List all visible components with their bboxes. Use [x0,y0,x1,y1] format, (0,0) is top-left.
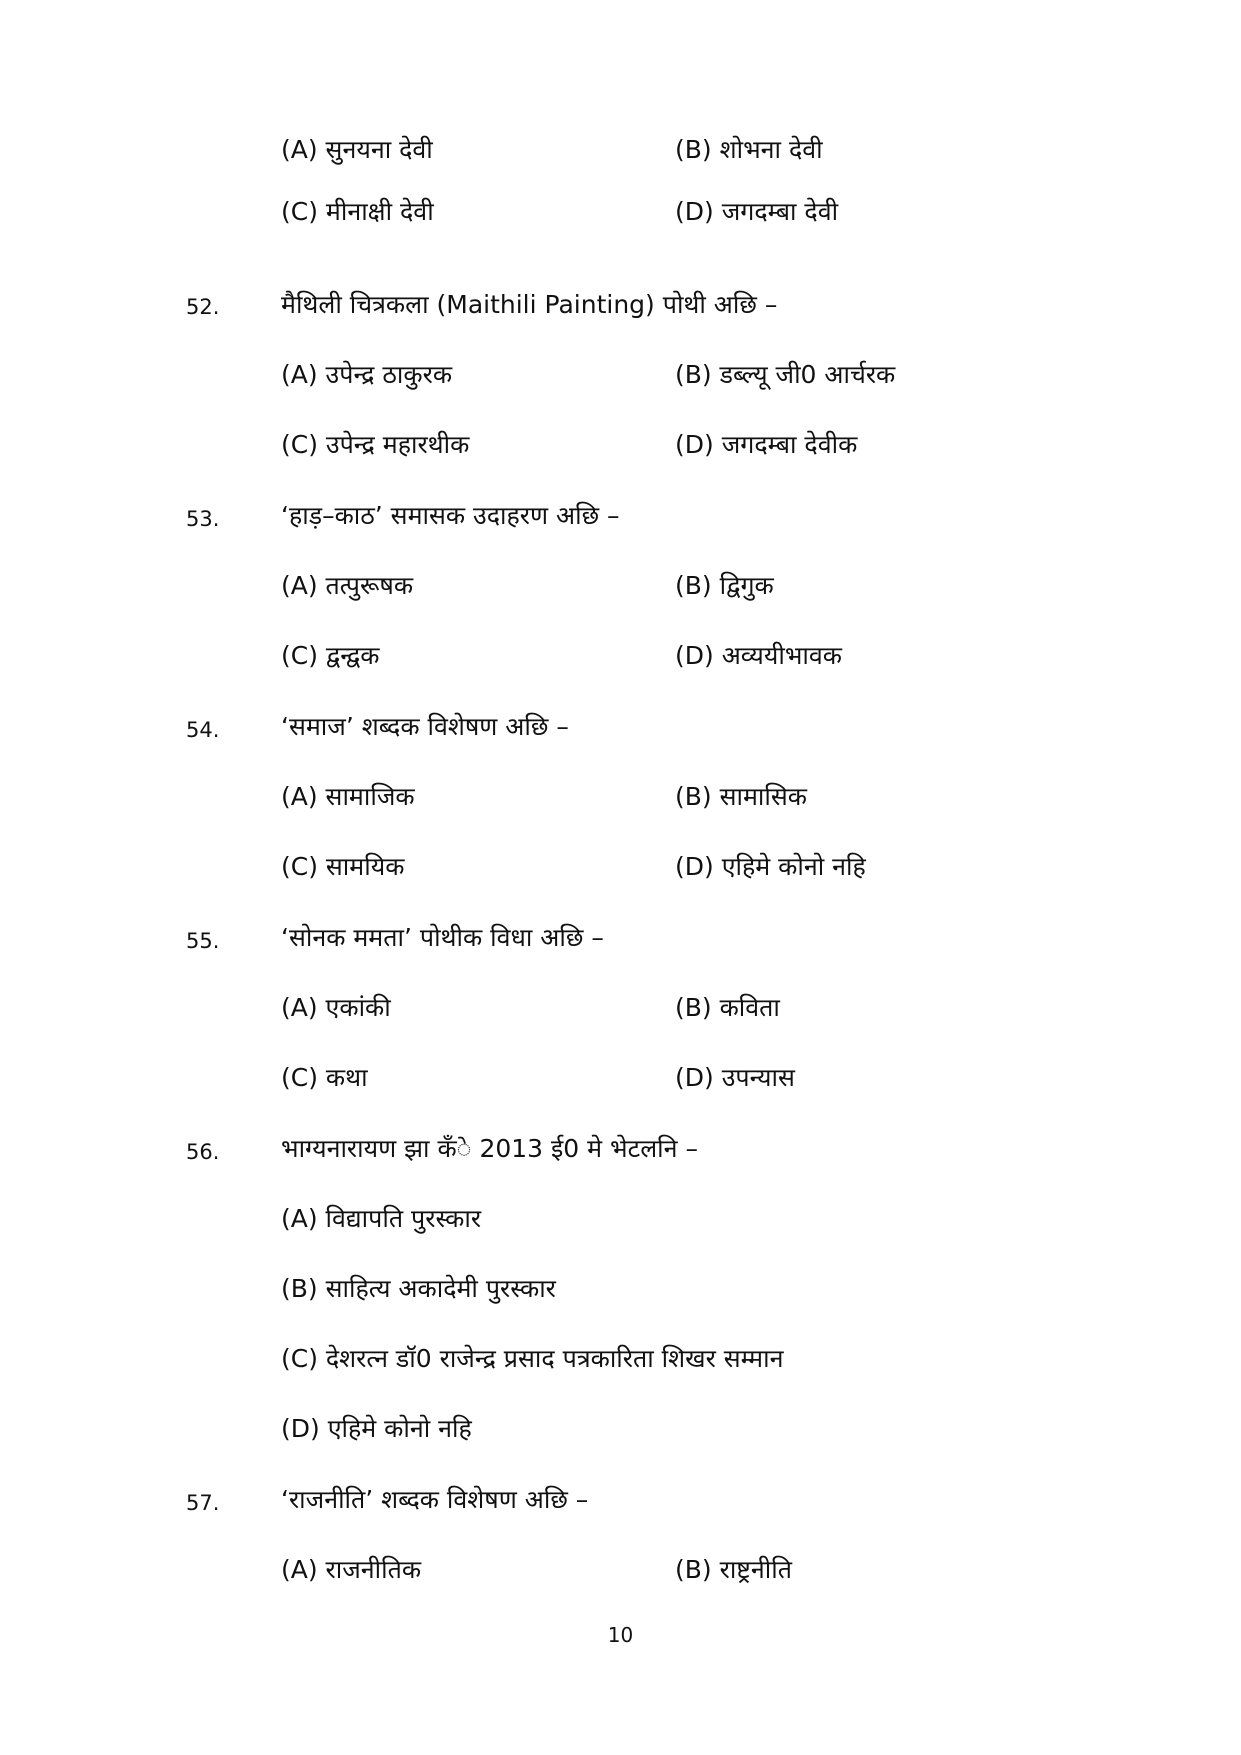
option-text: (B) साहित्य अकादेमी पुरस्कार [281,1274,556,1303]
option-text: (B) द्विगुक [675,571,774,600]
option-text: (B) सामासिक [675,782,807,811]
question-text: ‘हाड़–काठ’ समासक उदाहरण अछि – [281,501,620,530]
option-text: (D) जगदम्बा देवीक [675,430,858,459]
option-text: (A) तत्पुरूषक [281,571,414,600]
page-number: 10 [607,1623,634,1647]
option-text: (C) उपेन्द्र महारथीक [281,430,470,459]
question-number: 55. [186,929,220,953]
option-text: (C) देशरत्न डॉ0 राजेन्द्र प्रसाद पत्रकारिता शिखर सम्मान [281,1344,784,1373]
question-text: भाग्यनारायण झा कँे 2013 ई0 मे भेटलनि – [281,1134,698,1163]
option-text: (C) सामयिक [281,852,405,881]
option-text: (B) डब्ल्यू जी0 आर्चरक [675,360,896,389]
question-text: ‘सोनक ममता’ पोथीक विधा अछि – [281,923,604,952]
question-number: 56. [186,1140,220,1164]
question-number: 54. [186,718,220,742]
option-text: (D) जगदम्बा देवी [675,197,839,226]
option-text: (A) उपेन्द्र ठाकुरक [281,360,453,389]
question-number: 53. [186,507,220,531]
question-number: 57. [186,1491,220,1515]
option-text: (D) एहिमे कोनो नहि [675,852,866,881]
option-text: (B) राष्ट्रनीति [675,1555,792,1584]
option-text: (A) राजनीतिक [281,1555,422,1584]
option-text: (B) शोभना देवी [675,135,823,164]
option-text: (A) सुनयना देवी [281,135,433,164]
option-text: (C) मीनाक्षी देवी [281,197,434,226]
option-text: (A) सामाजिक [281,782,415,811]
option-text: (B) कविता [675,993,780,1022]
option-text: (D) उपन्यास [675,1063,795,1092]
option-text: (A) एकांकी [281,993,391,1022]
option-text: (D) एहिमे कोनो नहि [281,1414,472,1443]
question-text: ‘राजनीति’ शब्दक विशेषण अछि – [281,1485,589,1514]
question-text: ‘समाज’ शब्दक विशेषण अछि – [281,712,569,741]
question-number: 52. [186,295,220,319]
option-text: (C) द्वन्द्वक [281,641,380,670]
question-text: मैथिली चित्रकला (Maithili Painting) पोथी अछि – [281,290,778,319]
option-text: (D) अव्ययीभावक [675,641,842,670]
option-text: (A) विद्यापति पुरस्कार [281,1204,482,1233]
option-text: (C) कथा [281,1063,368,1092]
